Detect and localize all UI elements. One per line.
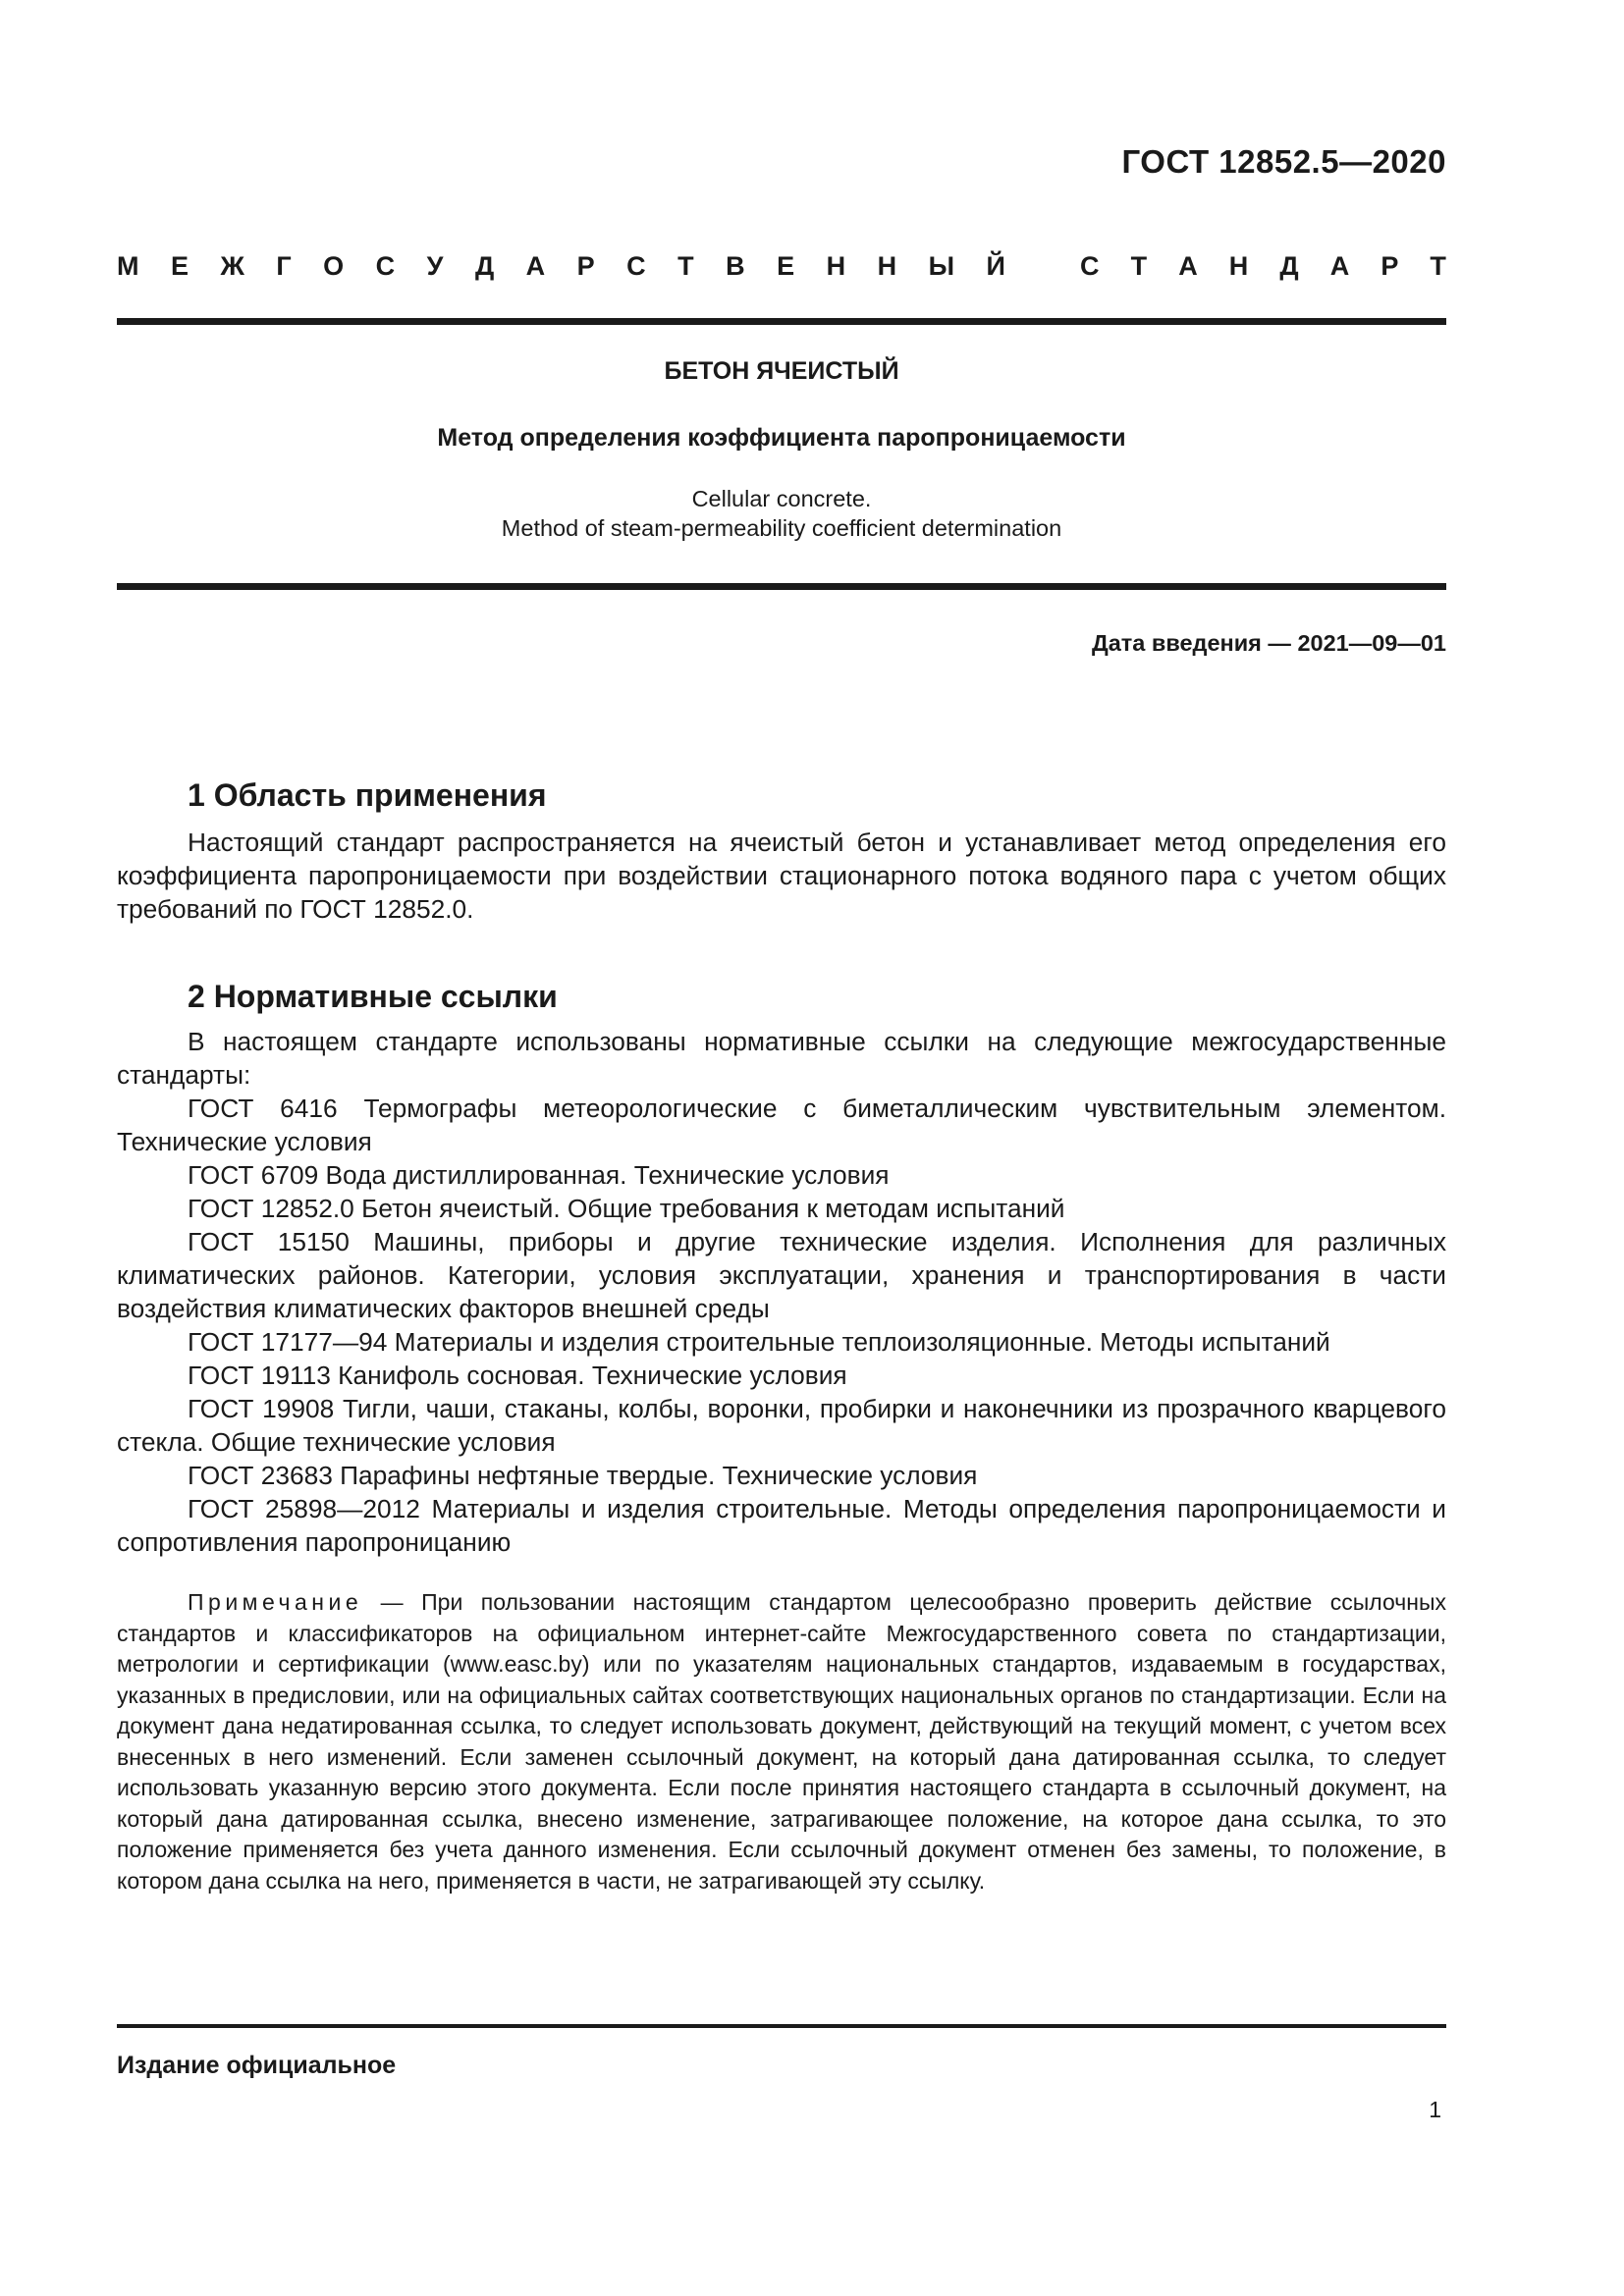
caption-letter: Ы — [928, 251, 955, 281]
note-text: — При пользовании настоящим стандартом целесообразно проверить действие ссылочных стандартов и классификаторов на официальном интернет-сайте Межгосударственного совета по стандартизации, метрологии и сертификации (www.easc.by) или по указателям национальных стандартов, издаваемым в государствах, указанных в предисловии, или на официальных сайтах соответствующих национальных органов по стандартизации. Если на документ дана недатированная ссылка, то следует использовать документ, действующий на текущий момент, с учетом всех внесенных в него изменений. Если заменен ссылочный документ, на который дана датированная ссылка, то следует использовать указанную версию этого документа. Если после принятия настоящего стандарта в ссылочный документ, на который дана датированная ссылка, внесено изменение, затрагивающее положение, на которое дана ссылка, то это положение применяется без учета данного изменения. Если ссылочный документ отменен без замены, то положение, в котором дана ссылка на него, применяется в части, не затрагивающей эту ссылку. — [117, 1589, 1446, 1894]
caption-letter: Т — [1130, 251, 1148, 281]
caption-letter: Е — [170, 251, 189, 281]
caption-letter: Д — [474, 251, 495, 281]
caption-letter: Н — [826, 251, 846, 281]
document-title: БЕТОН ЯЧЕИСТЫЙ — [664, 357, 899, 385]
caption-letter: Р — [576, 251, 595, 281]
reference-item: ГОСТ 6709 Вода дистиллированная. Технические условия — [188, 1160, 890, 1190]
reference-item: ГОСТ 15150 Машины, приборы и другие технические изделия. Исполнения для различных климатических районов. Категории, условия эксплуатации, хранения и транспортирования в части воздействия климатических факторов внешней среды — [117, 1227, 1446, 1323]
caption-letter: Г — [276, 251, 292, 281]
english-title-line-1: Cellular concrete. — [691, 486, 872, 511]
introduction-date: Дата введения — 2021—09—01 — [1091, 630, 1446, 656]
reference-note — [117, 1587, 1446, 1896]
section-1-paragraph: Настоящий стандарт распространяется на ячеистый бетон и устанавливает метод определения его коэффициента паропроницаемости при воздействии стационарного потока водяного пара с учетом общих требований по ГОСТ 12852.0. — [117, 828, 1446, 924]
caption-letter: Е — [777, 251, 795, 281]
caption-letter: С — [375, 251, 396, 281]
caption-letter: Й — [986, 251, 1005, 281]
caption-letter: О — [323, 251, 345, 281]
reference-item: ГОСТ 19908 Тигли, чаши, стаканы, колбы, воронки, пробирки и наконечники из прозрачного кварцевого стекла. Общие технические условия — [117, 1394, 1446, 1457]
document-subtitle: Метод определения коэффициента паропроницаемости — [437, 424, 1126, 452]
interstate-standard-caption — [117, 251, 1446, 282]
caption-letter: Д — [1279, 251, 1299, 281]
reference-item: ГОСТ 19113 Канифоль сосновая. Технические условия — [188, 1361, 847, 1390]
caption-letter: У — [426, 251, 444, 281]
caption-letter: Н — [877, 251, 897, 281]
caption-letter: Ж — [220, 251, 244, 281]
reference-item: ГОСТ 17177—94 Материалы и изделия строительные теплоизоляционные. Методы испытаний — [188, 1327, 1330, 1357]
caption-letter: Н — [1228, 251, 1249, 281]
interstate-word-1 — [117, 251, 1005, 282]
reference-item: ГОСТ 12852.0 Бетон ячеистый. Общие требования к методам испытаний — [188, 1194, 1065, 1223]
interstate-word-2 — [1080, 251, 1446, 282]
section-2-heading: 2 Нормативные ссылки — [188, 979, 558, 1014]
document-number: ГОСТ 12852.5—2020 — [1121, 143, 1446, 180]
section-1-heading: 1 Область применения — [188, 777, 547, 813]
note-label: Примечание — [188, 1589, 363, 1615]
reference-item: ГОСТ 23683 Парафины нефтяные твердые. Технические условия — [188, 1461, 978, 1490]
official-edition-label: Издание официальное — [117, 2052, 397, 2079]
caption-letter: С — [626, 251, 646, 281]
caption-letter: Р — [1380, 251, 1399, 281]
reference-item: ГОСТ 25898—2012 Материалы и изделия строительные. Методы определения паропроницаемости и сопротивления паропроницанию — [117, 1494, 1446, 1557]
section-2-intro: В настоящем стандарте использованы нормативные ссылки на следующие межгосударственные стандарты: — [117, 1027, 1446, 1090]
page-number: 1 — [1429, 2097, 1441, 2122]
title-divider — [117, 583, 1446, 590]
caption-letter: А — [525, 251, 546, 281]
reference-item: ГОСТ 6416 Термографы метеорологические с биметаллическим чувствительным элементом. Технические условия — [117, 1094, 1446, 1156]
caption-letter: Т — [1430, 251, 1446, 281]
footer-divider — [117, 2024, 1446, 2028]
english-title-line-2: Method of steam-permeability coefficient determination — [501, 515, 1062, 541]
caption-letter: Т — [677, 251, 694, 281]
caption-letter: С — [1080, 251, 1100, 281]
top-divider — [117, 318, 1446, 325]
caption-letter: А — [1329, 251, 1350, 281]
caption-letter: М — [117, 251, 139, 281]
caption-letter: А — [1178, 251, 1198, 281]
caption-letter: В — [726, 251, 745, 281]
